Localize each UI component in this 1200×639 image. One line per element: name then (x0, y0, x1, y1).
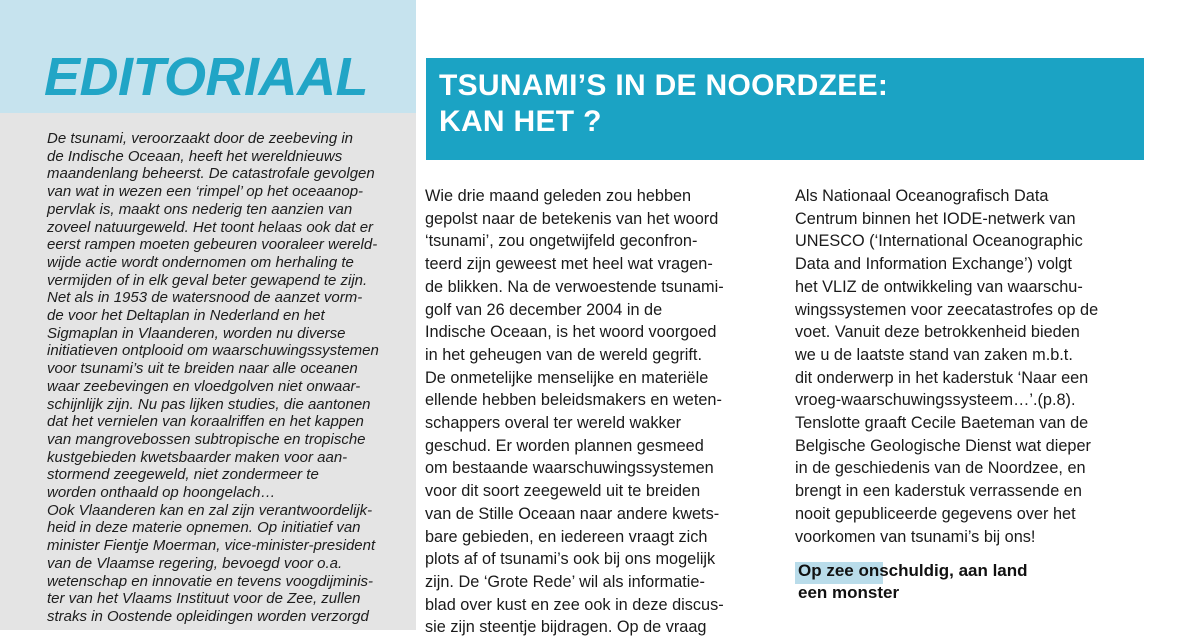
subheading-text (795, 560, 1115, 604)
editorial-line: De tsunami, veroorzaakt door de zeebeving in (47, 130, 354, 147)
article-line: geschud. Er worden plannen gesmeed (425, 436, 704, 455)
article-line: we u de laatste stand van zaken m.b.t. (795, 345, 1073, 364)
article-line: dit onderwerp in het kaderstuk ‘Naar een (795, 368, 1089, 387)
article-line: Wie drie maand geleden zou hebben (425, 187, 692, 205)
article-line: ‘tsunami’, zou ongetwijfeld geconfron- (425, 232, 698, 251)
article-line: zijn. De ‘Grote Rede’ wil als informatie- (425, 572, 705, 591)
article-line: sie zijn steentje bijdragen. Op de vraag (425, 618, 707, 637)
editorial-line: van de Vlaamse regering, bevoegd voor o.a. (47, 554, 343, 572)
article-line: schappers overal ter wereld wakker (425, 414, 682, 433)
article-line: voet. Vanuit deze betrokkenheid bieden (795, 323, 1080, 342)
article-line: Data and Information Exchange’) volgt (795, 255, 1072, 274)
editorial-line: schijnlijk zijn. Nu pas lijken studies, die aantonen (47, 395, 371, 413)
editorial-column (0, 0, 416, 630)
section-subheading (795, 560, 1115, 604)
editorial-line: kustgebieden kwetsbaarder maken voor aan- (47, 448, 348, 466)
article-line: UNESCO (‘International Oceanographic (795, 232, 1083, 251)
article-line: plots af of tsunami’s ook bij ons mogelijk (425, 550, 716, 569)
subheading-line-1: Op zee onschuldig, aan land (798, 561, 1028, 580)
editorial-line: waar zeebevingen en vloedgolven niet onwaar- (47, 377, 361, 395)
article-line: wingssystemen voor zeecatastrofes op de (795, 300, 1099, 319)
article-line: in het geheugen van de wereld gegrift. (425, 345, 702, 364)
article-line: het VLIZ de ontwikkeling van waarschu- (795, 277, 1083, 296)
editorial-line: straks in Oostende opleidingen worden verzorgd (47, 607, 369, 625)
editorial-line: heid in deze materie opnemen. Op initiatief van (47, 519, 361, 537)
article-line: van de Stille Oceaan naar andere kwets- (425, 504, 720, 523)
editorial-line: ter van het Vlaams Instituut voor de Zee, zullen (47, 590, 361, 608)
article-line: Indische Oceaan, is het woord voorgoed (425, 323, 717, 342)
editorial-line: initiatieven ontplooid om waarschuwingssystemen (47, 342, 379, 360)
article-column-right (795, 185, 1155, 548)
editorial-line: wetenschap en innovatie en tevens voogdijminis- (47, 572, 374, 590)
editorial-line: stormend zeegeweld, niet zondermeer te (47, 466, 319, 484)
article-title-line-2: KAN HET ? (439, 105, 602, 138)
editorial-line: maandenlang beheerst. De catastrofale gevolgen (47, 165, 375, 183)
editorial-line: Sigmaplan in Vlaanderen, worden nu diverse (47, 324, 346, 342)
article-line: Als Nationaal Oceanografisch Data (795, 187, 1049, 205)
article-line: blad over kust en zee ook in deze discus- (425, 595, 724, 614)
article-line: golf van 26 december 2004 in de (425, 300, 663, 319)
article-title-line-1: TSUNAMI’S IN DE NOORDZEE: (439, 69, 889, 102)
editorial-line: worden onthaald op hoongelach… (47, 484, 276, 502)
article-line: om bestaande waarschuwingssystemen (425, 459, 714, 478)
article-line: Belgische Geologische Dienst wat dieper (795, 436, 1091, 455)
editorial-line: de voor het Deltaplan in Nederland en het (47, 307, 325, 325)
article-line: bare gebieden, en iedereen vraagt zich (425, 527, 708, 546)
article-column-left (425, 185, 775, 639)
article-line: voorkomen van tsunami’s bij ons! (795, 527, 1036, 546)
editorial-line: zoveel natuurgeweld. Het toont helaas ook dat er (47, 218, 374, 236)
editorial-line: Ook Vlaanderen kan en zal zijn verantwoordelijk- (47, 501, 373, 519)
article-line: gepolst naar de betekenis van het woord (425, 209, 719, 228)
editorial-line: wijde actie wordt ondernomen om herhaling te (47, 253, 354, 271)
editorial-line: vermijden of in elk geval beter gewapend te zijn. (47, 271, 368, 289)
editorial-line: Net als in 1953 de watersnood de aanzet vorm- (47, 289, 363, 307)
article-line: vroeg-waarschuwingssysteem…’.(p.8). (795, 391, 1076, 410)
article-line: brengt in een kaderstuk verrassende en (795, 482, 1082, 501)
editorial-line: van mangrovebossen subtropische en tropische (47, 430, 366, 448)
editorial-title: EDITORIAAL (44, 47, 369, 107)
article-line: nooit gepubliceerde gegevens over het (795, 504, 1076, 523)
article-title-banner (426, 58, 1144, 160)
editorial-line: dat het vernielen van koraalriffen en het kappen (47, 413, 364, 431)
article-line: Centrum binnen het IODE-netwerk van (795, 209, 1076, 228)
editorial-line: de Indische Oceaan, heeft het wereldnieuws (47, 147, 343, 165)
editorial-line: van wat in wezen een ‘rimpel’ op het oceaanop- (47, 183, 364, 201)
editorial-line: minister Fientje Moerman, vice-minister-president (47, 537, 376, 555)
article-line: teerd zijn geweest met heel wat vragen- (425, 255, 713, 274)
article-line: in de geschiedenis van de Noordzee, en (795, 459, 1086, 478)
article-line: voor dit soort zeegeweld uit te breiden (425, 482, 701, 501)
editorial-body (47, 130, 416, 626)
editorial-line: voor tsunami’s uit te breiden naar alle oceanen (47, 360, 358, 378)
editorial-header (0, 0, 416, 113)
editorial-line: eerst rampen moeten gebeuren vooraleer wereld- (47, 236, 378, 254)
article-line: ellende hebben beleidsmakers en weten- (425, 391, 722, 410)
subheading-line-2: een monster (798, 583, 900, 602)
article-title (439, 68, 888, 140)
article-line: Tenslotte graaft Cecile Baeteman van de (795, 414, 1089, 433)
editorial-line: pervlak is, maakt ons nederig ten aanzien van (47, 200, 353, 218)
article-line: de blikken. Na de verwoestende tsunami- (425, 277, 724, 296)
article-line: De onmetelijke menselijke en materiële (425, 368, 709, 387)
